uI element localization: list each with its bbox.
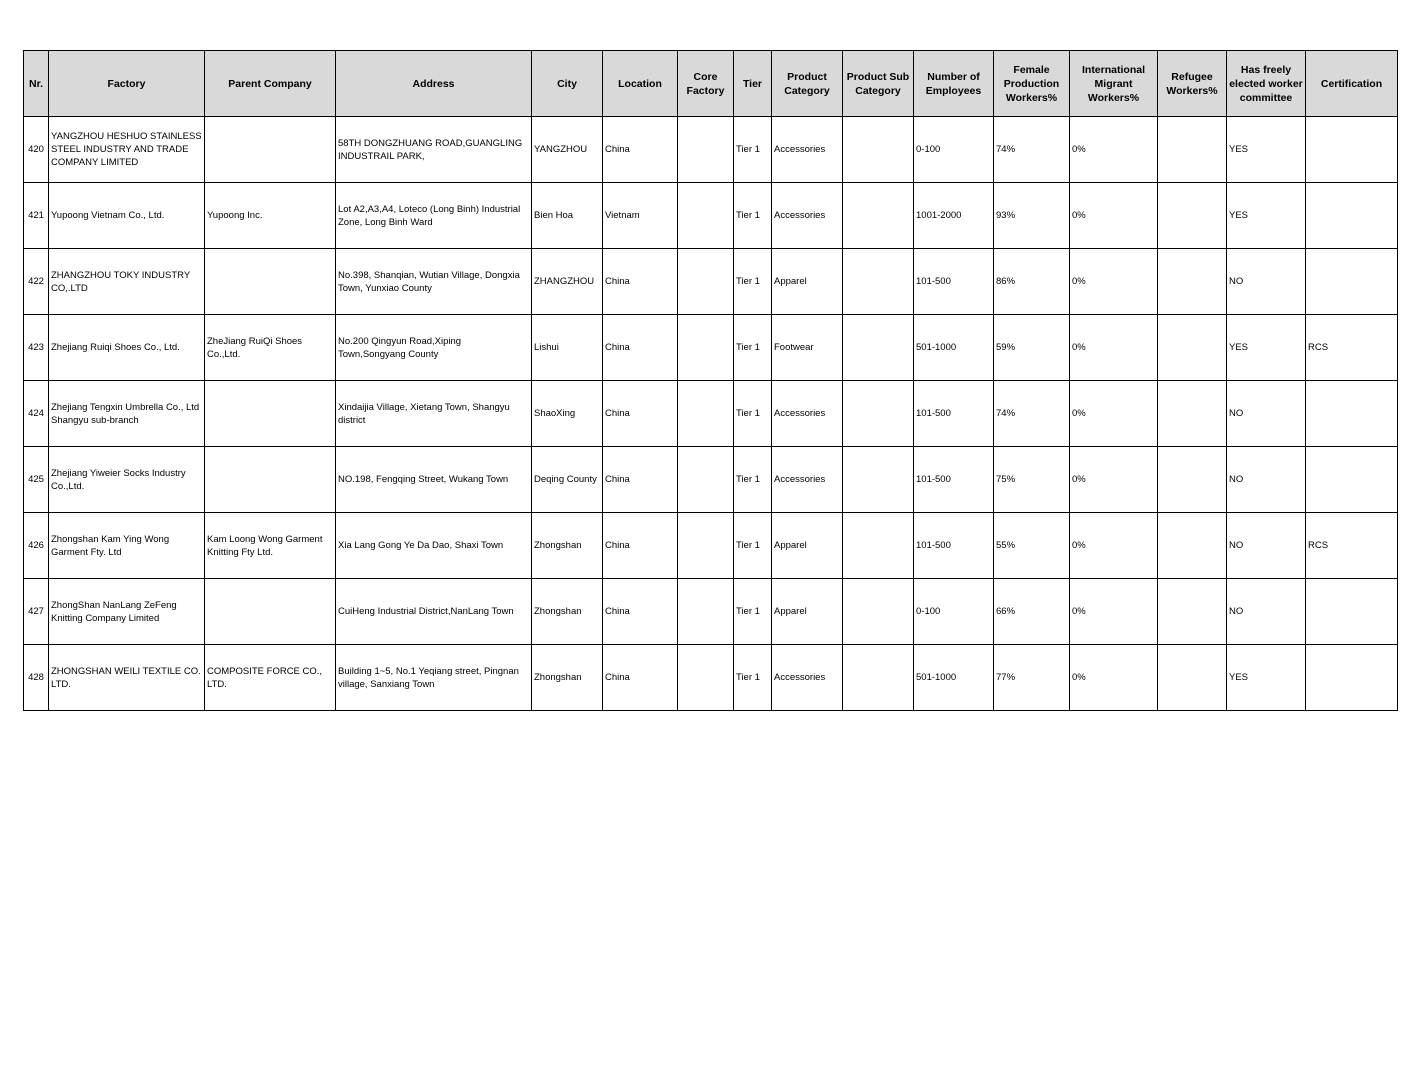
- cell-product-category: Apparel: [772, 579, 843, 645]
- cell-location: Vietnam: [603, 183, 678, 249]
- cell-core-factory: [678, 117, 734, 183]
- cell-female-workers: 66%: [994, 579, 1070, 645]
- factory-list-sheet: [23, 50, 1397, 711]
- header-parent-company: Parent Company: [205, 51, 336, 117]
- table-row: [24, 579, 1398, 645]
- cell-refugee-workers: [1158, 183, 1227, 249]
- cell-migrant-workers: 0%: [1070, 315, 1158, 381]
- header-worker-committee: Has freely elected worker committee: [1227, 51, 1306, 117]
- cell-number-of-employees: 101-500: [914, 447, 994, 513]
- cell-certification: RCS: [1306, 513, 1398, 579]
- cell-tier: Tier 1: [734, 117, 772, 183]
- cell-factory: Zhongshan Kam Ying Wong Garment Fty. Ltd: [49, 513, 205, 579]
- table-body: [24, 117, 1398, 711]
- cell-parent-company: [205, 381, 336, 447]
- cell-female-workers: 77%: [994, 645, 1070, 711]
- table-row: [24, 447, 1398, 513]
- cell-nr: 420: [24, 117, 49, 183]
- header-nr: Nr.: [24, 51, 49, 117]
- cell-worker-committee: NO: [1227, 381, 1306, 447]
- cell-migrant-workers: 0%: [1070, 447, 1158, 513]
- cell-parent-company: ZheJiang RuiQi Shoes Co.,Ltd.: [205, 315, 336, 381]
- cell-worker-committee: YES: [1227, 645, 1306, 711]
- table-row: [24, 381, 1398, 447]
- cell-product-category: Accessories: [772, 183, 843, 249]
- table-row: [24, 645, 1398, 711]
- header-address: Address: [336, 51, 532, 117]
- cell-city: Lishui: [532, 315, 603, 381]
- cell-number-of-employees: 501-1000: [914, 315, 994, 381]
- cell-female-workers: 93%: [994, 183, 1070, 249]
- header-tier: Tier: [734, 51, 772, 117]
- cell-product-category: Apparel: [772, 513, 843, 579]
- cell-product-sub-category: [843, 315, 914, 381]
- cell-address: Xia Lang Gong Ye Da Dao, Shaxi Town: [336, 513, 532, 579]
- cell-address: Lot A2,A3,A4, Loteco (Long Binh) Industrial Zone, Long Binh Ward: [336, 183, 532, 249]
- cell-refugee-workers: [1158, 513, 1227, 579]
- cell-factory: Zhejiang Ruiqi Shoes Co., Ltd.: [49, 315, 205, 381]
- cell-migrant-workers: 0%: [1070, 381, 1158, 447]
- header-city: City: [532, 51, 603, 117]
- header-location: Location: [603, 51, 678, 117]
- cell-city: YANGZHOU: [532, 117, 603, 183]
- cell-female-workers: 75%: [994, 447, 1070, 513]
- cell-address: No.398, Shanqian, Wutian Village, Dongxia Town, Yunxiao County: [336, 249, 532, 315]
- cell-female-workers: 55%: [994, 513, 1070, 579]
- cell-product-category: Accessories: [772, 645, 843, 711]
- cell-address: No.200 Qingyun Road,Xiping Town,Songyang County: [336, 315, 532, 381]
- cell-refugee-workers: [1158, 579, 1227, 645]
- header-row: [24, 51, 1398, 117]
- cell-certification: [1306, 447, 1398, 513]
- cell-address: CuiHeng Industrial District,NanLang Town: [336, 579, 532, 645]
- table-row: [24, 513, 1398, 579]
- cell-refugee-workers: [1158, 315, 1227, 381]
- cell-number-of-employees: 101-500: [914, 513, 994, 579]
- cell-tier: Tier 1: [734, 381, 772, 447]
- cell-core-factory: [678, 579, 734, 645]
- cell-migrant-workers: 0%: [1070, 645, 1158, 711]
- cell-worker-committee: YES: [1227, 183, 1306, 249]
- header-female-workers: Female Production Workers%: [994, 51, 1070, 117]
- cell-city: Zhongshan: [532, 579, 603, 645]
- header-factory: Factory: [49, 51, 205, 117]
- cell-worker-committee: NO: [1227, 249, 1306, 315]
- cell-location: China: [603, 249, 678, 315]
- cell-certification: [1306, 117, 1398, 183]
- cell-tier: Tier 1: [734, 249, 772, 315]
- factory-table: [23, 50, 1398, 711]
- cell-city: ShaoXing: [532, 381, 603, 447]
- cell-location: China: [603, 117, 678, 183]
- header-number-of-employees: Number of Employees: [914, 51, 994, 117]
- cell-migrant-workers: 0%: [1070, 183, 1158, 249]
- cell-worker-committee: YES: [1227, 117, 1306, 183]
- cell-parent-company: [205, 117, 336, 183]
- cell-product-sub-category: [843, 513, 914, 579]
- cell-parent-company: COMPOSITE FORCE CO., LTD.: [205, 645, 336, 711]
- cell-female-workers: 86%: [994, 249, 1070, 315]
- cell-tier: Tier 1: [734, 513, 772, 579]
- cell-parent-company: [205, 447, 336, 513]
- cell-core-factory: [678, 381, 734, 447]
- cell-address: NO.198, Fengqing Street, Wukang Town: [336, 447, 532, 513]
- cell-address: 58TH DONGZHUANG ROAD,GUANGLING INDUSTRAIL PARK,: [336, 117, 532, 183]
- cell-location: China: [603, 381, 678, 447]
- cell-product-sub-category: [843, 579, 914, 645]
- cell-product-category: Accessories: [772, 447, 843, 513]
- cell-location: China: [603, 579, 678, 645]
- cell-nr: 425: [24, 447, 49, 513]
- cell-tier: Tier 1: [734, 447, 772, 513]
- cell-female-workers: 74%: [994, 117, 1070, 183]
- cell-product-sub-category: [843, 249, 914, 315]
- header-product-category: Product Category: [772, 51, 843, 117]
- cell-core-factory: [678, 249, 734, 315]
- cell-certification: [1306, 381, 1398, 447]
- cell-parent-company: Kam Loong Wong Garment Knitting Fty Ltd.: [205, 513, 336, 579]
- header-core-factory: Core Factory: [678, 51, 734, 117]
- table-row: [24, 183, 1398, 249]
- cell-product-sub-category: [843, 447, 914, 513]
- cell-certification: [1306, 183, 1398, 249]
- cell-city: Bien Hoa: [532, 183, 603, 249]
- cell-core-factory: [678, 513, 734, 579]
- table-row: [24, 315, 1398, 381]
- cell-city: Deqing County: [532, 447, 603, 513]
- cell-factory: Yupoong Vietnam Co., Ltd.: [49, 183, 205, 249]
- cell-product-category: Apparel: [772, 249, 843, 315]
- cell-number-of-employees: 0-100: [914, 579, 994, 645]
- cell-location: China: [603, 447, 678, 513]
- cell-product-sub-category: [843, 117, 914, 183]
- cell-migrant-workers: 0%: [1070, 249, 1158, 315]
- cell-parent-company: [205, 579, 336, 645]
- cell-certification: RCS: [1306, 315, 1398, 381]
- header-product-sub-category: Product Sub Category: [843, 51, 914, 117]
- cell-number-of-employees: 501-1000: [914, 645, 994, 711]
- cell-city: Zhongshan: [532, 645, 603, 711]
- cell-factory: ZHONGSHAN WEILI TEXTILE CO. LTD.: [49, 645, 205, 711]
- cell-city: Zhongshan: [532, 513, 603, 579]
- cell-product-sub-category: [843, 645, 914, 711]
- cell-refugee-workers: [1158, 447, 1227, 513]
- cell-parent-company: Yupoong Inc.: [205, 183, 336, 249]
- cell-number-of-employees: 0-100: [914, 117, 994, 183]
- cell-nr: 427: [24, 579, 49, 645]
- cell-migrant-workers: 0%: [1070, 117, 1158, 183]
- cell-refugee-workers: [1158, 381, 1227, 447]
- cell-address: Building 1~5, No.1 Yeqiang street, Pingnan village, Sanxiang Town: [336, 645, 532, 711]
- cell-nr: 426: [24, 513, 49, 579]
- cell-certification: [1306, 579, 1398, 645]
- cell-number-of-employees: 101-500: [914, 249, 994, 315]
- header-migrant-workers: International Migrant Workers%: [1070, 51, 1158, 117]
- cell-worker-committee: NO: [1227, 513, 1306, 579]
- cell-tier: Tier 1: [734, 183, 772, 249]
- cell-certification: [1306, 645, 1398, 711]
- cell-product-category: Accessories: [772, 381, 843, 447]
- cell-refugee-workers: [1158, 117, 1227, 183]
- cell-nr: 423: [24, 315, 49, 381]
- cell-parent-company: [205, 249, 336, 315]
- header-certification: Certification: [1306, 51, 1398, 117]
- cell-nr: 424: [24, 381, 49, 447]
- cell-tier: Tier 1: [734, 645, 772, 711]
- cell-refugee-workers: [1158, 645, 1227, 711]
- cell-product-category: Footwear: [772, 315, 843, 381]
- cell-number-of-employees: 1001-2000: [914, 183, 994, 249]
- cell-tier: Tier 1: [734, 315, 772, 381]
- cell-location: China: [603, 315, 678, 381]
- cell-worker-committee: NO: [1227, 447, 1306, 513]
- cell-nr: 421: [24, 183, 49, 249]
- header-refugee-workers: Refugee Workers%: [1158, 51, 1227, 117]
- cell-product-sub-category: [843, 381, 914, 447]
- cell-product-category: Accessories: [772, 117, 843, 183]
- cell-nr: 422: [24, 249, 49, 315]
- cell-female-workers: 74%: [994, 381, 1070, 447]
- cell-factory: Zhejiang Yiweier Socks Industry Co.,Ltd.: [49, 447, 205, 513]
- cell-city: ZHANGZHOU: [532, 249, 603, 315]
- cell-product-sub-category: [843, 183, 914, 249]
- cell-core-factory: [678, 645, 734, 711]
- cell-factory: ZHANGZHOU TOKY INDUSTRY CO,.LTD: [49, 249, 205, 315]
- cell-migrant-workers: 0%: [1070, 513, 1158, 579]
- cell-refugee-workers: [1158, 249, 1227, 315]
- cell-core-factory: [678, 447, 734, 513]
- cell-worker-committee: NO: [1227, 579, 1306, 645]
- cell-location: China: [603, 513, 678, 579]
- cell-migrant-workers: 0%: [1070, 579, 1158, 645]
- cell-worker-committee: YES: [1227, 315, 1306, 381]
- cell-nr: 428: [24, 645, 49, 711]
- cell-tier: Tier 1: [734, 579, 772, 645]
- cell-female-workers: 59%: [994, 315, 1070, 381]
- table-row: [24, 117, 1398, 183]
- cell-location: China: [603, 645, 678, 711]
- cell-factory: Zhejiang Tengxin Umbrella Co., Ltd Shangyu sub-branch: [49, 381, 205, 447]
- cell-certification: [1306, 249, 1398, 315]
- table-row: [24, 249, 1398, 315]
- cell-factory: YANGZHOU HESHUO STAINLESS STEEL INDUSTRY AND TRADE COMPANY LIMITED: [49, 117, 205, 183]
- cell-address: Xindaijia Village, Xietang Town, Shangyu district: [336, 381, 532, 447]
- cell-factory: ZhongShan NanLang ZeFeng Knitting Company Limited: [49, 579, 205, 645]
- cell-number-of-employees: 101-500: [914, 381, 994, 447]
- cell-core-factory: [678, 315, 734, 381]
- cell-core-factory: [678, 183, 734, 249]
